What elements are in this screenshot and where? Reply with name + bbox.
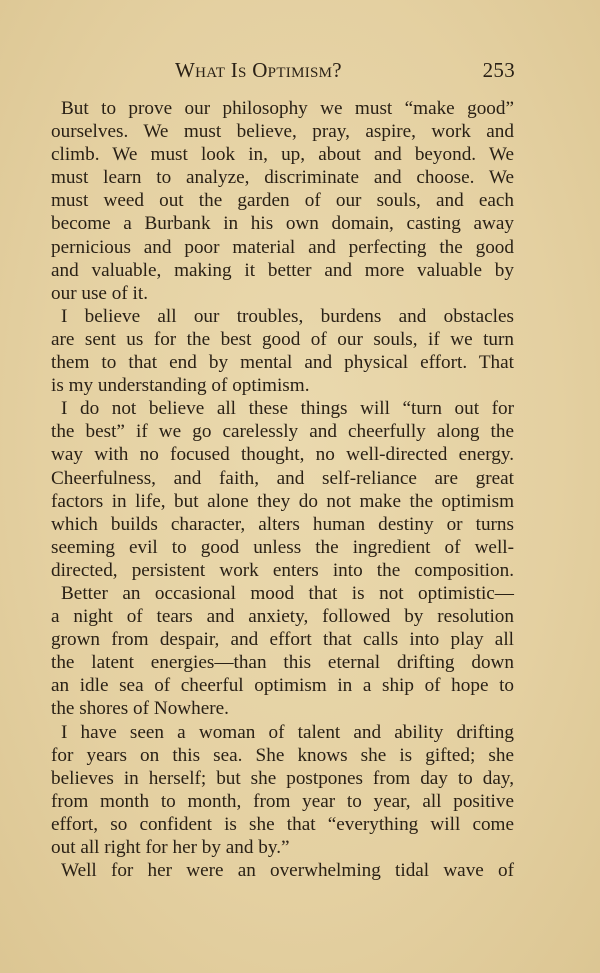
- text-line: out all right for her by and by.”: [51, 837, 290, 858]
- text-line: But to prove our philosophy we must “make good”: [61, 98, 514, 119]
- text-line: are sent us for the best good of our souls, if we turn: [51, 328, 514, 350]
- text-line: seeming evil to good unless the ingredient of well-: [51, 536, 514, 558]
- text-line: way with no focused thought, no well-directed energy.: [51, 444, 514, 466]
- text-line: Well for her were an overwhelming tidal wave of: [61, 860, 514, 882]
- body-text: [51, 97, 514, 882]
- text-line: Cheerfulness, and faith, and self-reliance are great: [51, 467, 514, 489]
- text-line: the best” if we go carelessly and cheerfully along the: [51, 421, 514, 443]
- page-number: 253: [482, 58, 515, 82]
- text-line: which builds character, alters human destiny or turns: [51, 513, 514, 535]
- text-line: become a Burbank in his own domain, casting away: [51, 213, 514, 235]
- text-line: is my understanding of optimism.: [51, 375, 310, 397]
- text-line: I do not believe all these things will “turn out for: [61, 398, 514, 420]
- text-line: Better an occasional mood that is not optimistic—: [61, 582, 514, 604]
- text-line: the latent energies—than this eternal drifting down: [51, 652, 514, 674]
- text-line: ourselves. We must believe, pray, aspire, work and: [51, 121, 514, 143]
- text-line: must weed out the garden of our souls, and each: [51, 190, 514, 212]
- text-line: pernicious and poor material and perfecting the good: [51, 236, 514, 258]
- text-line: must learn to analyze, discriminate and choose. We: [51, 167, 514, 189]
- text-line: the shores of Nowhere.: [51, 698, 229, 720]
- text-line: climb. We must look in, up, about and beyond. We: [51, 144, 514, 166]
- running-title: What Is Optimism?: [175, 58, 342, 82]
- text-line: I believe all our troubles, burdens and obstacles: [61, 305, 514, 327]
- text-line: grown from despair, and effort that calls into play all: [51, 629, 514, 651]
- running-header: [175, 58, 515, 86]
- text-line: effort, so confident is she that “everything will come: [51, 813, 514, 835]
- text-line: our use of it.: [51, 282, 148, 304]
- text-line: from month to month, from year to year, all positive: [51, 790, 514, 812]
- text-line: an idle sea of cheerful optimism in a ship of hope to: [51, 675, 514, 697]
- text-line: and valuable, making it better and more valuable by: [51, 259, 514, 281]
- text-line: them to that end by mental and physical effort. That: [51, 352, 514, 374]
- text-line: factors in life, but alone they do not make the optimism: [51, 490, 514, 512]
- text-line: I have seen a woman of talent and ability drifting: [61, 721, 514, 743]
- text-line: directed, persistent work enters into the composition.: [51, 559, 514, 581]
- text-line: for years on this sea. She knows she is gifted; she: [51, 744, 514, 766]
- text-line: believes in herself; but she postpones from day to day,: [51, 767, 514, 789]
- text-line: a night of tears and anxiety, followed by resolution: [51, 606, 514, 628]
